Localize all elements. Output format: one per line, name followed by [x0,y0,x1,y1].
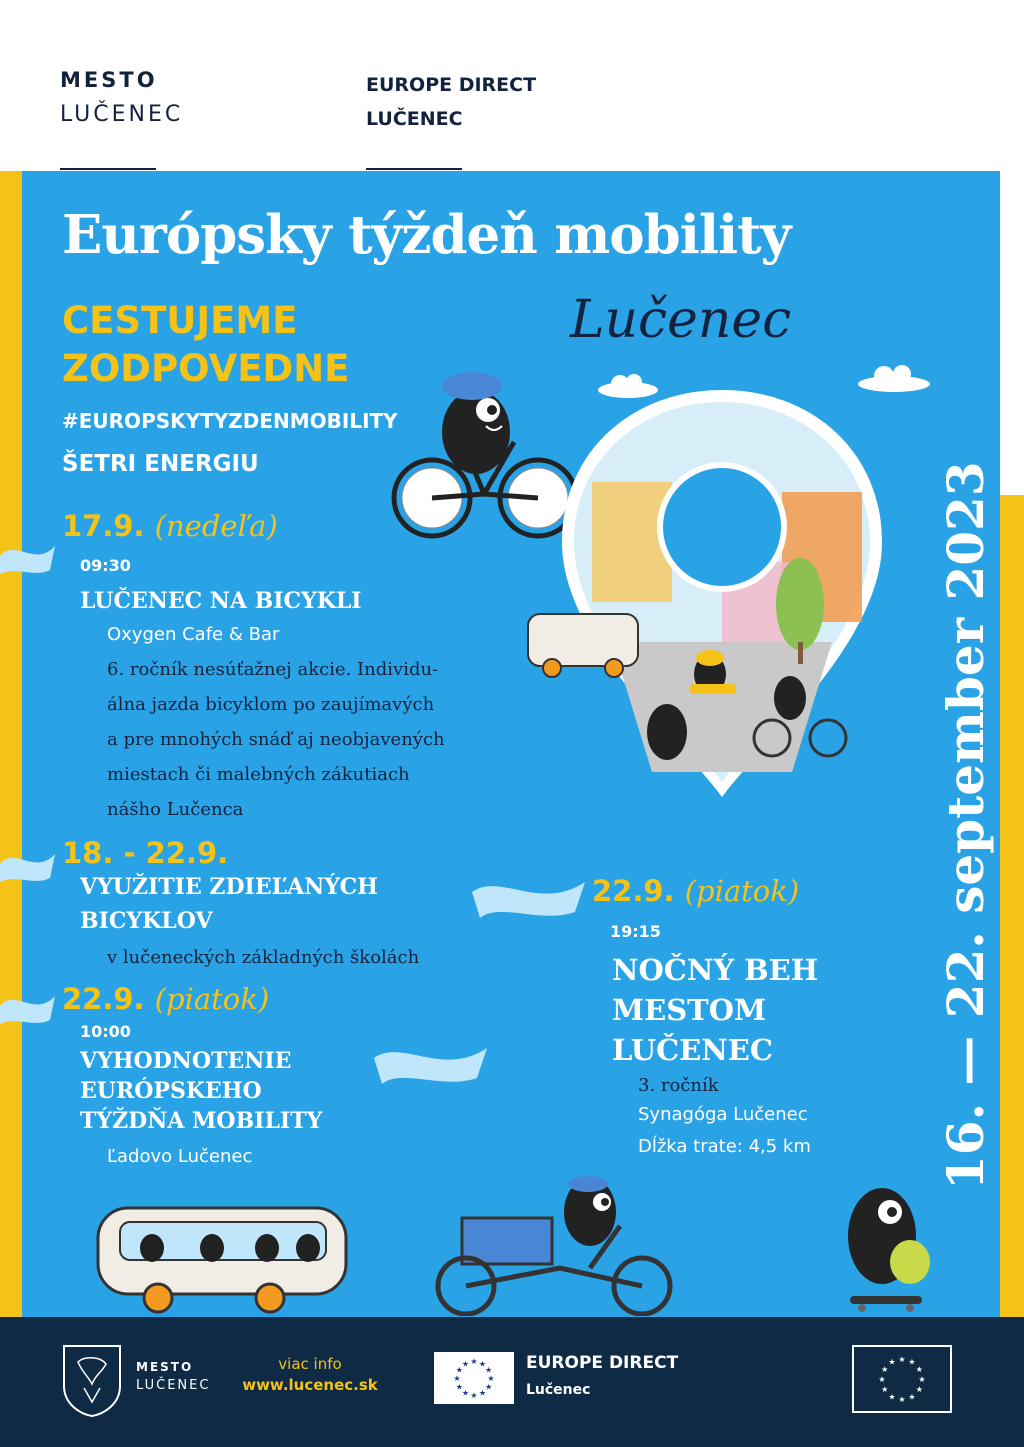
event-1-title: LUČENEC NA BICYKLI [80,588,362,614]
skateboarder-illustration [832,1176,932,1316]
event-3-time: 10:00 [80,1022,131,1041]
eu-star-icon: ★ [470,1357,478,1366]
right-yellow-bar [1000,495,1024,1317]
eu-star-icon: ★ [485,1382,493,1392]
bus-illustration [92,1200,352,1315]
eu-stars-icon [434,1352,514,1404]
event-4-date: 22.9. [592,874,675,908]
footer-more-info: viac info [278,1355,342,1373]
event-1-description-line: a pre mnohých snáď aj neobjavených [107,729,445,750]
eu-stars-icon [854,1347,950,1411]
eu-star-icon: ★ [478,1388,487,1398]
eu-star-icon: ★ [881,1365,889,1374]
eu-star-icon: ★ [915,1385,923,1394]
event-4-title-line3: LUČENEC [612,1033,773,1067]
event-4-edition: 3. ročník [638,1075,719,1096]
event-3-title-line2: EURÓPSKEHO [80,1078,262,1104]
wave-decoration [0,988,60,1028]
event-1-date-row [62,509,278,543]
header-europe-direct-line2: LUČENEC [366,108,463,130]
eu-star-icon: ★ [487,1374,495,1383]
event-1-description-line: álna jazda bicyklom po zaujímavých [107,694,435,715]
footer-city-line2: LUČENEC [136,1378,211,1393]
slogan-line2: ZODPOVEDNE [62,347,350,390]
wave-decoration [0,538,60,578]
hashtag: #EUROPSKYTYZDENMOBILITY [62,409,398,433]
eu-star-icon: ★ [908,1392,916,1402]
event-1-day: (nedeľa) [154,509,278,543]
event-1-description [107,652,527,827]
wave-decoration [470,872,590,922]
eu-star-icon: ★ [898,1395,906,1404]
event-2-date: 18. - 22.9. [62,836,229,870]
event-2-title-line1: VYUŽITIE ZDIEĽANÝCH [80,874,378,900]
eu-star-icon: ★ [461,1388,470,1398]
vertical-date-range: 16. — 22. september 2023 [936,461,995,1190]
eu-star-icon: ★ [478,1359,487,1369]
location-pin-illustration [522,382,922,812]
event-3-day: (piatok) [154,982,270,1016]
slogan-line1: CESTUJEME [62,299,298,342]
wave-decoration [0,846,60,886]
eu-star-icon: ★ [455,1365,463,1375]
event-4-day: (piatok) [684,874,800,908]
event-2-title-line2: BICYKLOV [80,908,213,934]
event-3-venue: Ľadovo Lučenec [107,1146,253,1167]
eu-star-icon: ★ [485,1365,493,1375]
eu-flag-outline [852,1345,952,1413]
header-city-logo-line1: MESTO [60,68,158,92]
eu-star-icon: ★ [888,1392,896,1402]
eu-star-icon: ★ [898,1355,906,1364]
event-4-time: 19:15 [610,922,661,941]
cargo-bike-illustration [430,1176,675,1316]
event-1-description-line: 6. ročník nesúťažnej akcie. Individu- [107,659,439,680]
eu-star-icon: ★ [455,1382,463,1392]
event-3-title-line3: TÝŽDŇA MOBILITY [80,1108,323,1134]
event-3-date: 22.9. [62,982,145,1016]
eu-star-icon: ★ [461,1359,470,1369]
wave-decoration [372,1038,492,1088]
eu-flag-white-box [434,1352,514,1404]
poster-title: Európsky týždeň mobility [62,204,791,266]
event-4-date-row [592,874,799,908]
eu-star-icon: ★ [881,1385,889,1394]
saving-energy-text: ŠETRI ENERGIU [62,451,259,477]
event-3-title-line1: VYHODNOTENIE [80,1048,292,1074]
event-1-description-line: miestach či malebných zákutiach [107,764,410,785]
eu-star-icon: ★ [453,1374,461,1383]
header-divider-left [60,168,156,170]
eu-star-icon: ★ [878,1375,886,1384]
event-4-distance: Dĺžka trate: 4,5 km [638,1136,811,1157]
event-4-title-line1: NOČNÝ BEH [612,953,819,987]
footer-europe-direct-line1: EUROPE DIRECT [526,1353,679,1373]
event-4-venue: Synagóga Lučenec [638,1104,808,1125]
eu-star-icon: ★ [470,1391,478,1400]
footer-europe-direct-line2: Lučenec [526,1382,591,1398]
eu-star-icon: ★ [918,1375,926,1384]
footer-city-line1: MESTO [136,1360,194,1374]
event-1-time: 09:30 [80,556,131,575]
event-1-description-line: nášho Lučenca [107,799,244,820]
eu-star-icon: ★ [915,1365,923,1374]
header-europe-direct-line1: EUROPE DIRECT [366,74,537,96]
poster-city: Lučenec [570,290,792,350]
header-divider-right [366,168,462,170]
left-yellow-bar [0,171,22,1317]
header-city-logo-line2: LUČENEC [60,102,184,127]
eu-star-icon: ★ [908,1357,916,1367]
event-1-venue: Oxygen Cafe & Bar [107,624,280,645]
event-1-date: 17.9. [62,509,145,543]
event-3-date-row [62,982,269,1016]
city-coat-of-arms-icon [60,1342,124,1418]
footer-website-link[interactable]: www.lucenec.sk [242,1376,378,1394]
event-2-venue: v lučeneckých základných školách [107,947,420,968]
eu-star-icon: ★ [888,1357,896,1367]
event-4-title-line2: MESTOM [612,993,767,1027]
